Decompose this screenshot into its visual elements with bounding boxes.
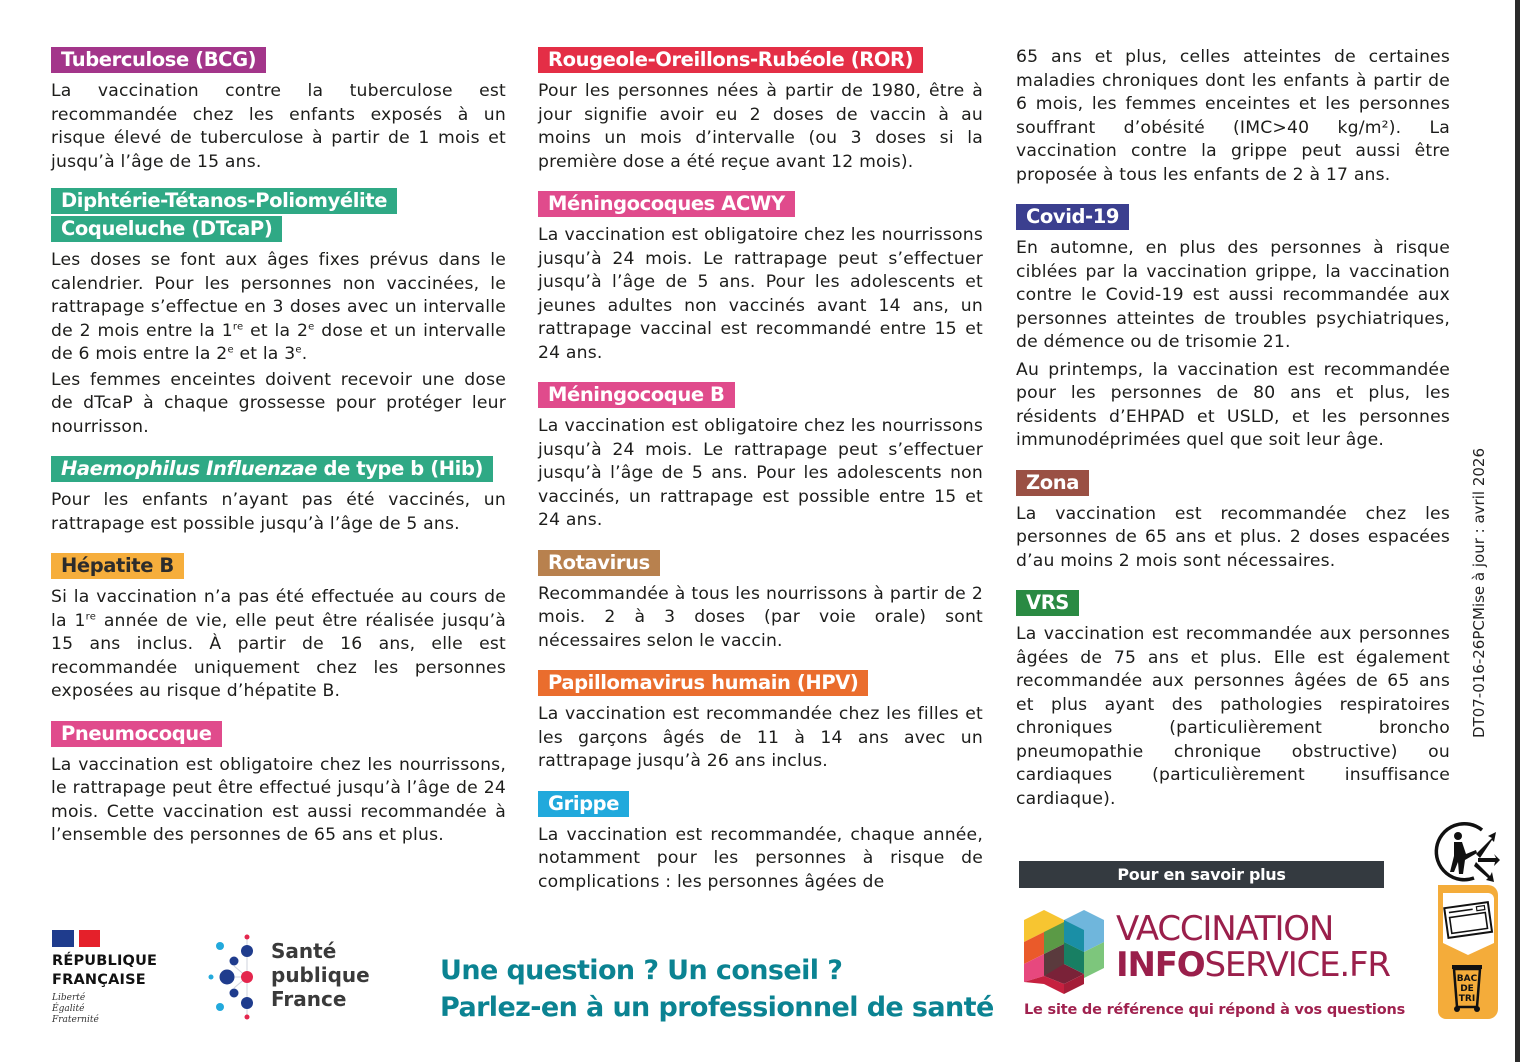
section-text-zona: La vaccination est recommandée chez les personnes de 65 ans et plus. 2 doses espacées d’au moins 2 mois sont nécessaires. xyxy=(1016,503,1450,571)
section-text-vrs: La vaccination est recommandée aux personnes âgées de 75 ans et plus. Elle est également recommandée aux personnes âgées de 65 ans et plus ayant des pathologies respiratoires chroniques (particulièrement broncho pneumopathie chronique obstructive) ou cardiaques (particulièrement insuffisance cardiaque). xyxy=(1016,624,1450,809)
text-part: et la 2 xyxy=(243,320,309,341)
sorting-bin-icon xyxy=(1436,885,1500,1019)
section-title-menb: Méningocoque B xyxy=(538,382,735,408)
section-title-hpv: Papillomavirus humain (HPV) xyxy=(538,670,868,696)
text-part: et la 3 xyxy=(233,344,296,364)
column-1 xyxy=(51,44,506,862)
motto-liberte: Liberté xyxy=(52,993,86,1003)
section-title-grippe: Grippe xyxy=(538,791,629,817)
title-rest: de type b (Hib) xyxy=(317,457,484,480)
section-text-bcg: La vaccination contre la tuberculose est recommandée chez les enfants exposés à un risque élevé de tuberculose à partir de 1 mois et jusqu’à l’âge de 15 ans. xyxy=(51,81,506,172)
title-italic: Haemophilus Influenzae xyxy=(61,457,318,480)
text-part: dose et un intervalle de 6 mois entre la 2 xyxy=(51,320,507,364)
vis-service: SERVICE.FR xyxy=(1204,945,1390,985)
section-title-vrs: VRS xyxy=(1016,590,1079,616)
text-part: . xyxy=(301,344,308,364)
section-text-pneumo: La vaccination est obligatoire chez les nourrissons, le rattrapage peut être effectué jusqu’à l’âge de 24 mois. Cette vaccination est aussi recommandée à l’ensemble des personnes de 65 ans et plus. xyxy=(51,754,506,845)
superscript: re xyxy=(85,610,97,622)
more-info-banner: Pour en savoir plus xyxy=(1019,861,1384,888)
superscript: e xyxy=(308,320,315,332)
section-text-menacwy: La vaccination est obligatoire chez les nourrissons jusqu’à 24 mois. Le rattrapage peut s’effectuer jusqu’à l’âge de 5 ans. Pour les adolescents et jeunes adultes non vaccinés avant 14 ans, un rattrapage vaccinal est recommandé entre 15 et 24 ans. xyxy=(538,225,983,363)
section-title-zona: Zona xyxy=(1016,470,1089,496)
bin-label-2: DE xyxy=(1460,984,1474,994)
section-text-ror: Pour les personnes nées à partir de 1980, être à jour signifie avoir eu 2 doses de vaccin à au moins un mois d’intervalle (ou 3 doses si la première dose a été reçue avant 12 mois). xyxy=(538,81,983,172)
section-title-bcg: Tuberculose (BCG) xyxy=(51,47,266,73)
superscript: re xyxy=(232,320,244,332)
vis-info: INFO xyxy=(1116,945,1205,985)
spf-text xyxy=(271,939,370,1011)
section-text-hib: Pour les enfants n’ayant pas été vaccinés, un rattrapage est possible jusqu’à l’âge de 5 ans. xyxy=(51,490,506,534)
column-3 xyxy=(1016,46,1450,825)
section-title-rota: Rotavirus xyxy=(538,550,660,576)
vis-tagline: Le site de référence qui répond à vos questions xyxy=(1024,1002,1406,1018)
section-text-rota: Recommandée à tous les nourrissons à partir de 2 mois. 2 à 3 doses (par voie orale) sont nécessaires selon le vaccin. xyxy=(538,583,983,651)
bin-label-1: BAC xyxy=(1456,974,1478,984)
section-text-dtcap xyxy=(51,249,506,367)
bin-label-3: TRI xyxy=(1458,994,1476,1004)
vaccination-info-service-logo[interactable] xyxy=(1024,908,1390,998)
section-title-ror: Rougeole-Oreillons-Rubéole (ROR) xyxy=(538,47,923,73)
motto-fraternite: Fraternité xyxy=(52,1015,99,1025)
section-text-dtcap-pregnancy: Les femmes enceintes doivent recevoir une dose de dTcaP à chaque grossesse pour protéger leur nourrisson. xyxy=(51,369,506,437)
section-text-hepb xyxy=(51,586,506,704)
spf-line2: publique xyxy=(271,963,370,987)
text-part: Les doses se font aux âges fixes prévus dans le calendrier. Pour les personnes non vaccinées, le rattrapage s’effectue en 3 doses avec un intervalle de 2 mois entre la 1 xyxy=(51,250,506,341)
vis-line2 xyxy=(1116,946,1390,984)
text-part: année de vie, elle peut être réalisée jusqu’à 15 ans inclus. À partir de 16 ans, elle est recommandée uniquement chez les personnes exposées au risque d’hépatite B. xyxy=(51,610,506,701)
question-line2: Parlez-en à un professionnel de santé xyxy=(440,992,994,1023)
triman-recycling-icon xyxy=(1432,820,1500,884)
section-title-dtcap xyxy=(51,188,506,242)
section-title-covid: Covid-19 xyxy=(1016,204,1129,230)
question-line1: Une question ? Un conseil ? xyxy=(440,955,843,986)
section-title-hepb: Hépatite B xyxy=(51,553,184,579)
vis-hexagon-icon xyxy=(1024,908,1108,994)
reference-code: DT07-016-26PC xyxy=(1470,620,1488,738)
rf-motto xyxy=(52,993,172,1026)
spf-line1: Santé xyxy=(271,939,337,963)
motto-egalite: Égalité xyxy=(52,1004,85,1014)
republique-francaise-logo xyxy=(52,930,172,1026)
section-text-menb: La vaccination est obligatoire chez les nourrissons jusqu’à 24 mois. Le rattrapage peut s’effectuer jusqu’à l’âge de 5 ans. Pour les adolescents non vaccinés, un rattrapage est possible entre 15 et 24 ans. xyxy=(538,416,983,530)
section-title-pneumo: Pneumocoque xyxy=(51,721,222,747)
spf-line3: France xyxy=(271,987,347,1011)
section-text-hpv: La vaccination est recommandée chez les filles et les garçons âgés de 11 à 14 ans avec un rattrapage jusqu’à 26 ans inclus. xyxy=(538,704,983,771)
paper-document-icon xyxy=(1444,902,1492,938)
spf-dots-icon xyxy=(205,933,269,1023)
superscript: e xyxy=(295,344,302,356)
update-date: Mise à jour : avril 2026 xyxy=(1470,447,1488,620)
superscript: e xyxy=(227,344,234,356)
page-edge xyxy=(1515,0,1520,1062)
rf-line1: RÉPUBLIQUE xyxy=(52,953,158,969)
section-text-grippe-part2: 65 ans et plus, celles atteintes de certaines maladies chroniques dont les enfants à partir de 6 mois, les femmes enceintes et les personnes souffrant d’obésité (IMC>40 kg/m²). La vaccination contre la grippe peut aussi être proposée à tous les enfants de 2 à 17 ans. xyxy=(1016,47,1450,185)
marianne-flag-icon xyxy=(52,930,100,948)
section-title-hib xyxy=(51,456,493,482)
section-title-menacwy: Méningocoques ACWY xyxy=(538,191,795,217)
vis-line1: VACCINATION xyxy=(1116,909,1334,949)
section-title-dtcap-line1: Diphtérie-Tétanos-Poliomyélite xyxy=(51,188,397,214)
rf-name xyxy=(52,952,172,990)
section-text-covid-spring: Au printemps, la vaccination est recommandée pour les personnes de 80 ans et plus, les résidents d’EHPAD et USLD, et les personnes immunodéprimées quel que soit leur âge. xyxy=(1016,359,1450,450)
section-title-dtcap-line2: Coqueluche (DTcaP) xyxy=(51,216,282,242)
text-part: Si la vaccination n’a pas été effectuée au cours de la 1 xyxy=(51,587,506,631)
sante-publique-france-logo xyxy=(205,933,380,1023)
rf-line2: FRANÇAISE xyxy=(52,972,146,988)
column-2 xyxy=(538,44,983,908)
section-text-grippe-part1: La vaccination est recommandée, chaque année, notamment pour les personnes à risque de complications : les personnes âgées de xyxy=(538,824,983,892)
footer-question xyxy=(440,952,1000,1026)
section-text-covid-autumn: En automne, en plus des personnes à risque ciblées par la vaccination grippe, la vaccination contre le Covid-19 est aussi recommandée aux personnes atteintes de troubles psychiatriques, de démence ou de trisomie 21. xyxy=(1016,238,1450,352)
